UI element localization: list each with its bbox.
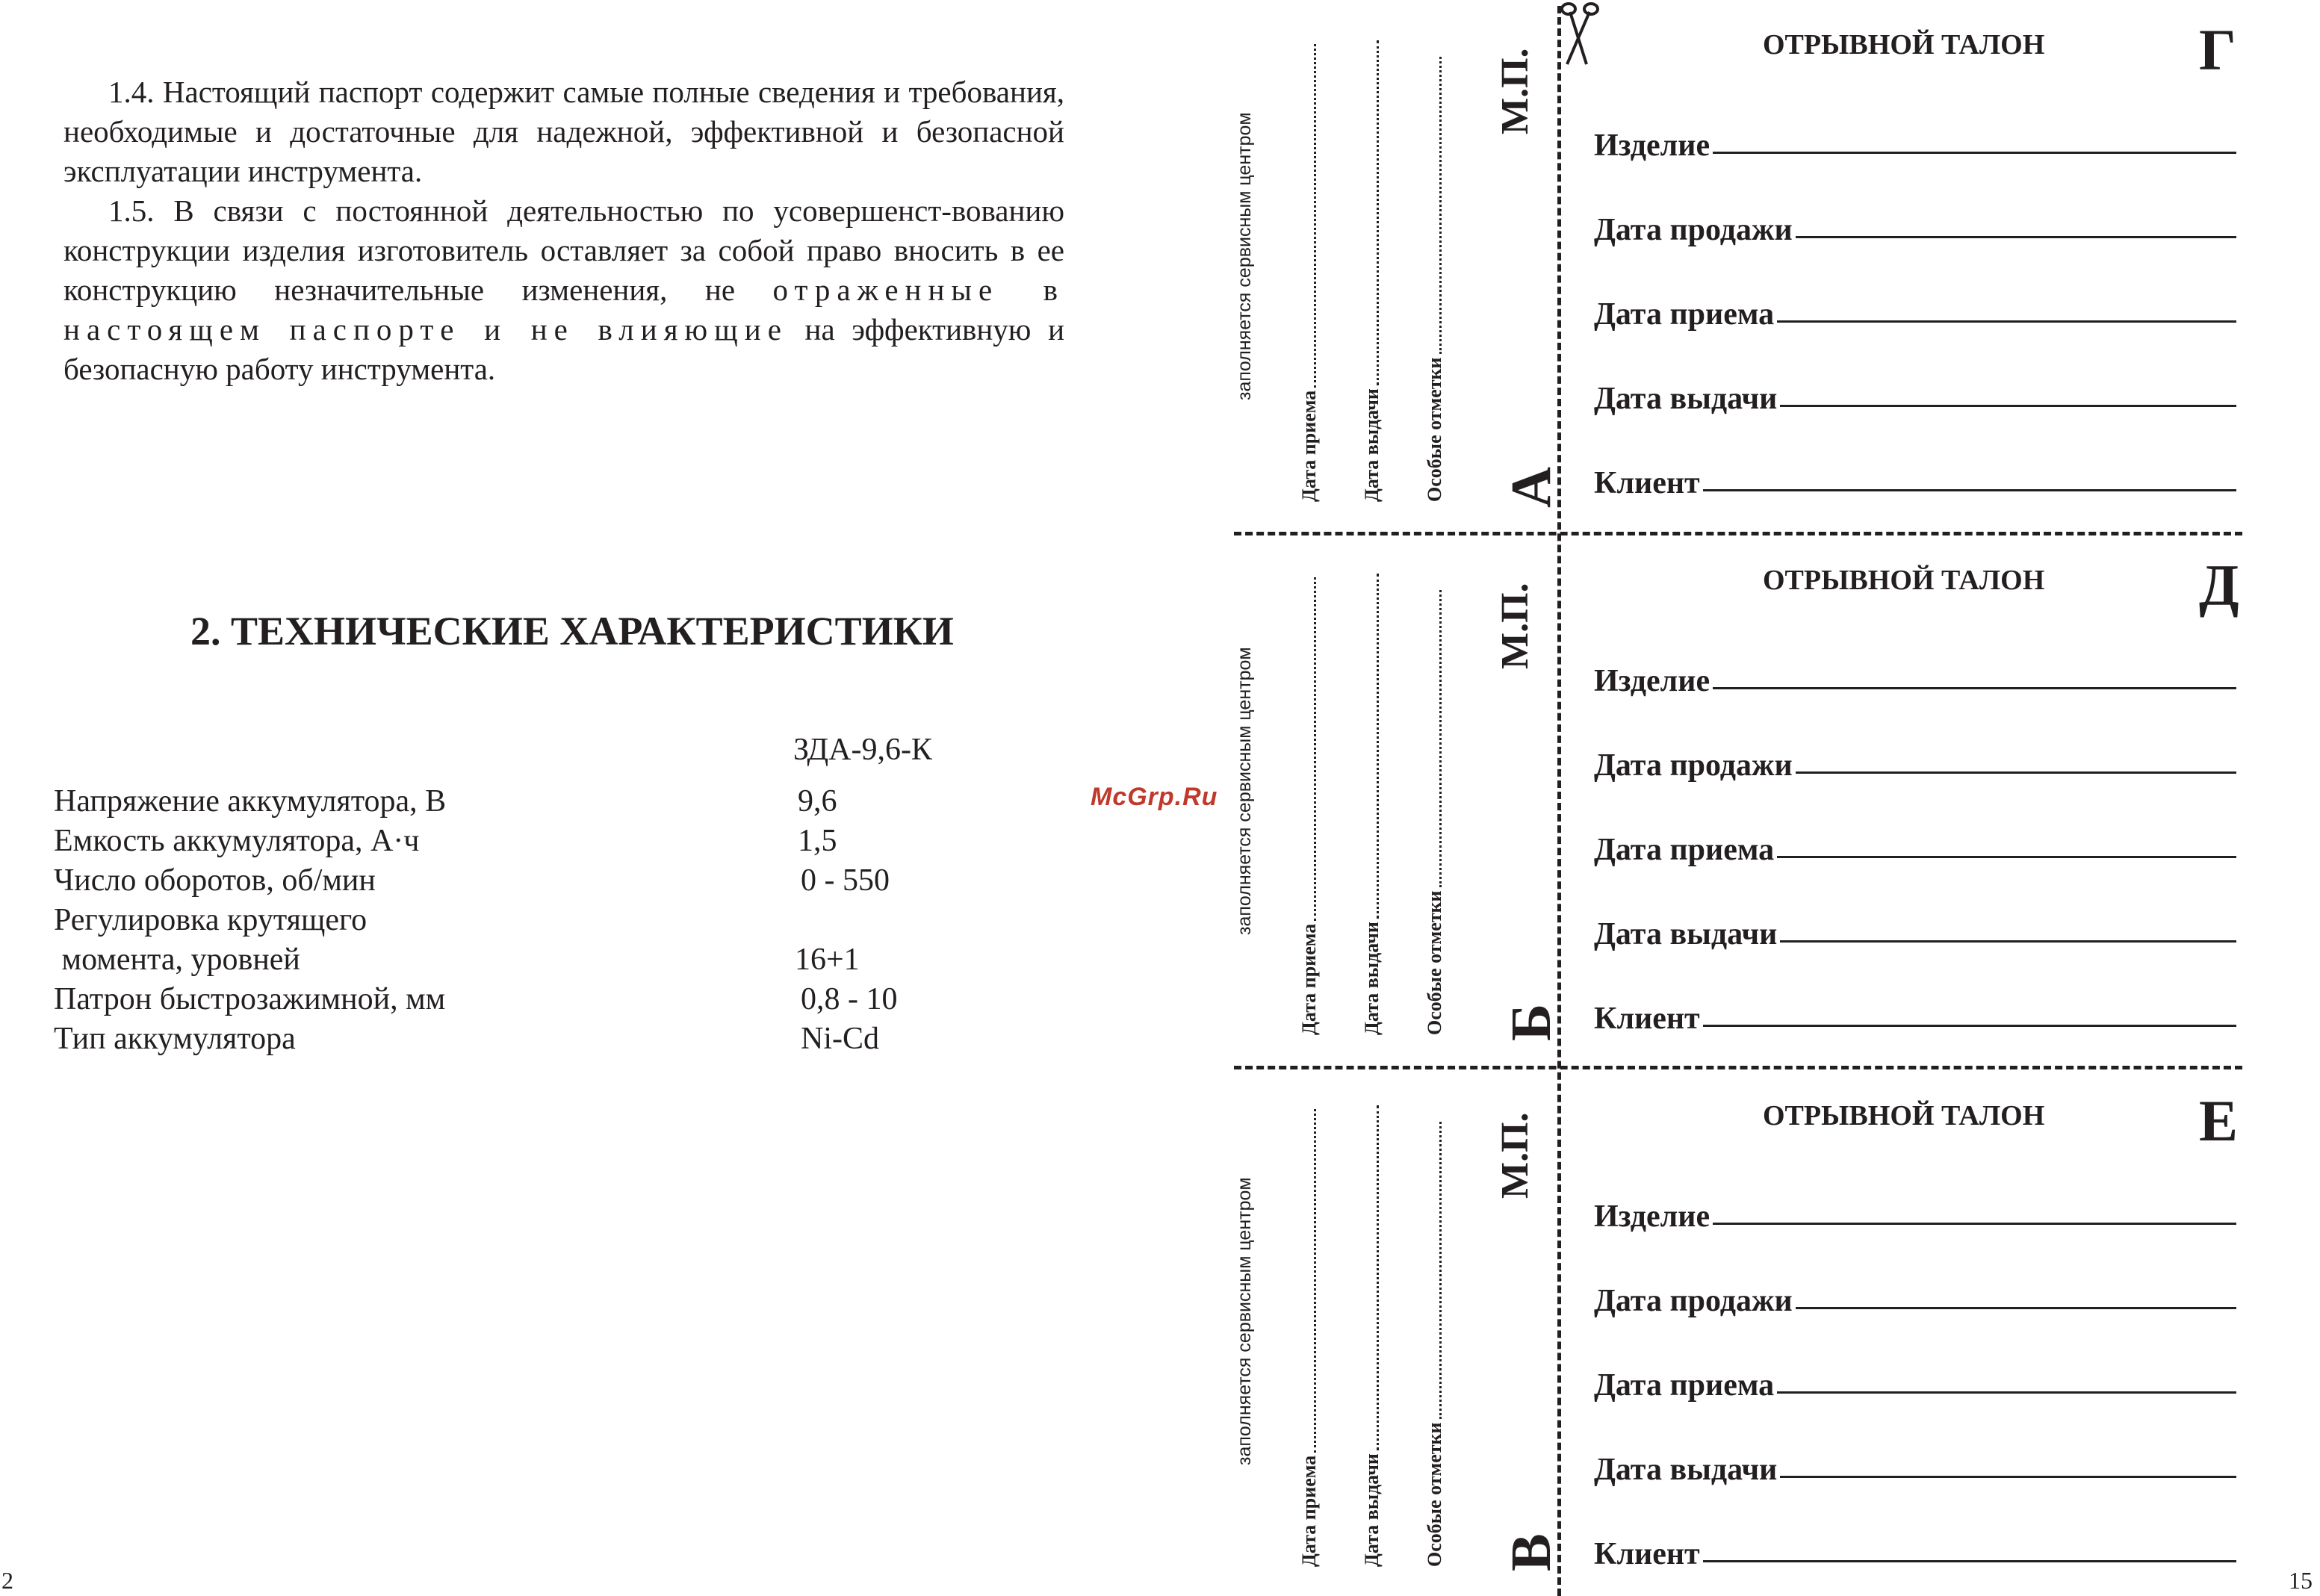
spec-value: 0,8 - 10 [801,982,898,1016]
stamp-placeholder: М.П. [1494,1112,1536,1199]
ticket-field-sale-date: Дата продажи [1594,747,2236,784]
spec-label: Напряжение аккумулятора, В [54,784,447,819]
stub-field-issue: Дата выдачи [1361,40,1383,502]
paragraph-1-4: 1.4. Настоящий паспорт содержит самые полные сведения и требования, необходимые и достаточные для надежной, эффективной и безопасной эксплуатации инструмента. [63,75,1064,188]
model-header: ЗДА-9,6-К [793,733,932,767]
ticket-field-product: Изделие [1594,1198,2236,1235]
spec-value: Ni-Cd [801,1022,879,1056]
stamp-placeholder: М.П. [1494,48,1536,134]
stub-letter: А [1500,467,1563,508]
spec-row [54,1019,879,1059]
stub-letter: Б [1500,1003,1563,1041]
ticket-field-receive-date: Дата приема [1594,831,2236,869]
ticket-letter: Г [2199,17,2236,82]
ticket-field-issue-date: Дата выдачи [1594,1451,2236,1488]
stub-field-issue: Дата выдачи [1361,574,1383,1035]
ticket-field-client: Клиент [1594,465,2236,502]
section-title: 2. ТЕХНИЧЕСКИЕ ХАРАКТЕРИСТИКИ [190,609,954,653]
spec-label: момента, уровней [54,943,300,977]
ticket-field-receive-date: Дата приема [1594,296,2236,333]
horizontal-cut-line [1234,532,2242,535]
stub-field-receive: Дата приема [1298,1109,1321,1567]
paragraph-1-5 [63,191,1064,389]
spec-label: Число оборотов, об/мин [54,863,376,898]
horizontal-cut-line [1234,1066,2242,1069]
spec-value: 1,5 [798,824,837,858]
vertical-cut-line [1557,6,1561,1596]
scissors-icon [1554,0,1606,67]
paragraph-1-5-spaced: отраженные в настоящем паспорте и не влияющие [63,273,1064,347]
page-number-right: 15 [2289,1567,2313,1594]
ticket-field-sale-date: Дата продажи [1594,1282,2236,1320]
ticket-title: ОТРЫВНОЙ ТАЛОН [1763,565,2045,596]
spec-label: Тип аккумулятора [54,1022,296,1056]
spec-value: 0 - 550 [801,863,890,898]
spec-row [54,901,367,940]
spec-row [54,822,837,861]
spec-label: Емкость аккумулятора, А·ч [54,824,420,858]
intro-paragraphs [63,72,1064,389]
watermark: McGrp.Ru [1091,783,1218,811]
page-number-left: 2 [1,1567,13,1594]
ticket-letter: Д [2199,553,2239,618]
spec-label: Патрон быстрозажимной, мм [54,982,446,1016]
service-note: заполняется сервисным центром [1234,1177,1255,1465]
service-note: заполняется сервисным центром [1234,647,1255,935]
ticket-field-issue-date: Дата выдачи [1594,380,2236,417]
spec-value: 9,6 [798,784,837,819]
service-note: заполняется сервисным центром [1234,112,1255,400]
stub-field-receive: Дата приема [1298,577,1321,1035]
ticket-field-sale-date: Дата продажи [1594,211,2236,249]
stub-field-notes: Особые отметки [1424,590,1446,1035]
spec-row [54,861,890,901]
stamp-placeholder: М.П. [1494,583,1536,669]
ticket-title: ОТРЫВНОЙ ТАЛОН [1763,29,2045,60]
stub-field-notes: Особые отметки [1424,57,1446,502]
spec-value: 16+1 [795,943,860,977]
stub-field-notes: Особые отметки [1424,1122,1446,1567]
ticket-field-client: Клиент [1594,1536,2236,1573]
ticket-title: ОТРЫВНОЙ ТАЛОН [1763,1100,2045,1131]
spec-label: Регулировка крутящего [54,903,367,937]
ticket-letter: Е [2199,1088,2239,1153]
spec-row [54,980,898,1019]
ticket-field-product: Изделие [1594,127,2236,164]
ticket-field-issue-date: Дата выдачи [1594,916,2236,953]
paragraph-1-5-main: 1.5. В связи с постоянной деятельностью по усовершенст-вованию конструкции изделия изготовитель оставляет за собой право вносить в ее конструкцию незначительные изменения, не [63,193,1064,307]
spec-row [54,782,837,822]
ticket-field-product: Изделие [1594,662,2236,700]
stub-field-issue: Дата выдачи [1361,1105,1383,1567]
paragraph-1-5-end: на эффективную и безопасную работу инструмента. [63,312,1065,386]
spec-row [54,940,860,980]
stub-letter: В [1500,1533,1563,1571]
ticket-field-client: Клиент [1594,1000,2236,1037]
ticket-field-receive-date: Дата приема [1594,1367,2236,1404]
stub-field-receive: Дата приема [1298,44,1321,502]
